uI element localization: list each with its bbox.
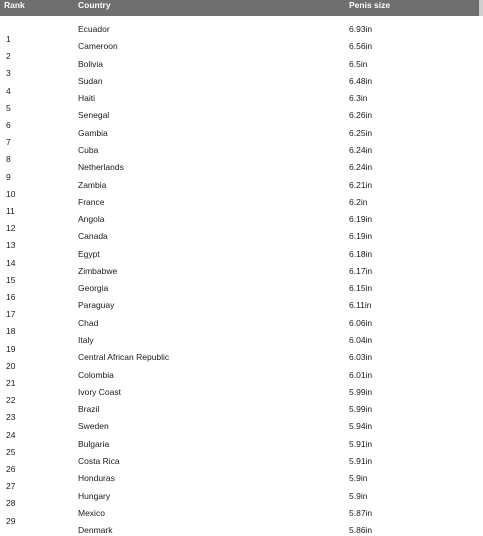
size-cell: 6.25in [349, 127, 373, 138]
table-row [0, 24, 483, 35]
country-cell: Georgia [78, 283, 109, 294]
rank-cell: 8 [6, 154, 11, 165]
country-cell: Italy [78, 335, 94, 346]
table-row [0, 59, 483, 70]
size-cell: 5.87in [349, 507, 373, 518]
table-row [0, 525, 483, 536]
rank-cell: 25 [6, 446, 16, 457]
size-cell: 5.91in [349, 456, 373, 466]
size-cell: 6.48in [349, 75, 373, 86]
rank-cell: 20 [6, 360, 16, 371]
rank-cell: 4 [6, 85, 11, 96]
size-cell: 5.94in [349, 421, 373, 432]
rank-cell: 22 [6, 395, 16, 406]
table-row [0, 370, 483, 381]
country-cell: Egypt [78, 248, 100, 259]
table-row [0, 41, 483, 52]
table-row [0, 300, 483, 311]
size-cell: 6.24in [349, 144, 373, 155]
rank-cell: 5 [6, 102, 11, 113]
country-cell: Zambia [78, 179, 107, 190]
country-cell: Haiti [78, 93, 96, 104]
rank-cell: 9 [6, 171, 11, 182]
country-cell: Ecuador [78, 24, 110, 34]
table-row [0, 352, 483, 363]
size-cell: 6.18in [349, 248, 373, 259]
table-row [0, 180, 483, 191]
country-cell: Costa Rica [78, 456, 120, 466]
size-cell: 6.56in [349, 41, 373, 52]
country-cell: Zimbabwe [78, 265, 118, 276]
rank-cell: 13 [6, 240, 16, 251]
size-cell: 6.06in [349, 317, 373, 328]
size-cell: 6.3in [349, 93, 368, 104]
table-row [0, 110, 483, 121]
country-cell: Mexico [78, 507, 105, 518]
country-cell: Senegal [78, 110, 110, 121]
country-cell: Hungary [78, 490, 111, 501]
rank-cell: 24 [6, 429, 16, 440]
table-row [0, 456, 483, 467]
country-cell: Sweden [78, 421, 109, 432]
country-cell: Netherlands [78, 162, 124, 173]
table-row [0, 162, 483, 173]
rank-cell: 12 [6, 223, 16, 234]
table-row [0, 421, 483, 432]
table-row [0, 128, 483, 139]
country-cell: Cameroon [78, 41, 118, 52]
country-cell: Gambia [78, 127, 108, 138]
table-row [0, 214, 483, 225]
table-row [0, 439, 483, 450]
size-column-header: Penis size [349, 0, 391, 10]
table-row [0, 335, 483, 346]
rank-cell: 23 [6, 412, 16, 423]
rank-cell: 10 [6, 188, 16, 199]
size-cell: 6.26in [349, 110, 373, 121]
rank-cell: 7 [6, 137, 11, 148]
country-cell: Canada [78, 231, 108, 242]
table-row [0, 266, 483, 277]
size-cell: 5.9in [349, 473, 368, 484]
size-cell: 6.11in [349, 300, 372, 311]
country-cell: Bulgaria [78, 438, 110, 449]
rank-cell: 3 [6, 68, 11, 79]
country-cell: Sudan [78, 75, 103, 86]
size-cell: 5.99in [349, 386, 373, 397]
table-row [0, 283, 483, 294]
country-cell: Brazil [78, 404, 100, 415]
size-cell: 6.04in [349, 335, 373, 346]
country-cell: Ivory Coast [78, 386, 121, 397]
size-cell: 5.9in [349, 490, 368, 501]
country-cell: Colombia [78, 369, 114, 380]
rank-column-header: Rank [4, 0, 25, 10]
size-cell: 6.24in [349, 162, 373, 173]
country-cell: Cuba [78, 144, 99, 155]
country-cell: Bolivia [78, 58, 104, 69]
table-header [0, 0, 483, 16]
table-row [0, 508, 483, 519]
size-cell: 6.93in [349, 24, 373, 34]
country-cell: Chad [78, 317, 99, 328]
rank-cell: 14 [6, 257, 16, 268]
rank-cell: 19 [6, 343, 16, 354]
rank-cell: 1 [6, 34, 11, 44]
size-cell: 6.19in [349, 214, 373, 225]
size-cell: 5.99in [349, 404, 373, 415]
rank-cell: 2 [6, 51, 11, 62]
rank-cell: 29 [6, 515, 16, 526]
rank-cell: 15 [6, 274, 16, 285]
country-cell: Paraguay [78, 300, 115, 311]
size-cell: 6.15in [349, 283, 373, 294]
country-column-header: Country [78, 0, 111, 10]
size-cell: 6.01in [349, 369, 373, 380]
rank-cell: 21 [6, 378, 16, 388]
country-cell: Honduras [78, 473, 115, 484]
table-row [0, 231, 483, 242]
table-row [0, 387, 483, 398]
rank-cell: 17 [6, 309, 16, 320]
size-cell: 6.19in [349, 231, 373, 242]
table-row [0, 76, 483, 87]
size-cell: 6.17in [349, 265, 373, 276]
country-cell: Central African Republic [78, 352, 170, 363]
size-cell: 6.21in [349, 179, 373, 190]
country-cell: Angola [78, 214, 105, 225]
rank-cell: 18 [6, 326, 16, 337]
country-cell: France [78, 196, 105, 207]
table-row [0, 491, 483, 502]
table-row [0, 93, 483, 104]
table-row [0, 249, 483, 260]
size-cell: 5.91in [349, 438, 373, 449]
rank-cell: 28 [6, 498, 16, 509]
size-cell: 5.86in [349, 525, 373, 536]
country-cell: Denmark [78, 525, 113, 536]
rank-cell: 16 [6, 292, 16, 302]
table-row [0, 318, 483, 329]
rank-cell: 27 [6, 481, 16, 492]
size-cell: 6.5in [349, 58, 368, 69]
rank-cell: 26 [6, 464, 16, 474]
size-cell: 6.03in [349, 352, 373, 363]
table-row [0, 404, 483, 415]
rank-cell: 6 [6, 120, 11, 130]
size-cell: 6.2in [349, 196, 368, 207]
table-row [0, 473, 483, 484]
rank-cell: 11 [6, 206, 15, 216]
table-row [0, 145, 483, 156]
table-row [0, 197, 483, 208]
